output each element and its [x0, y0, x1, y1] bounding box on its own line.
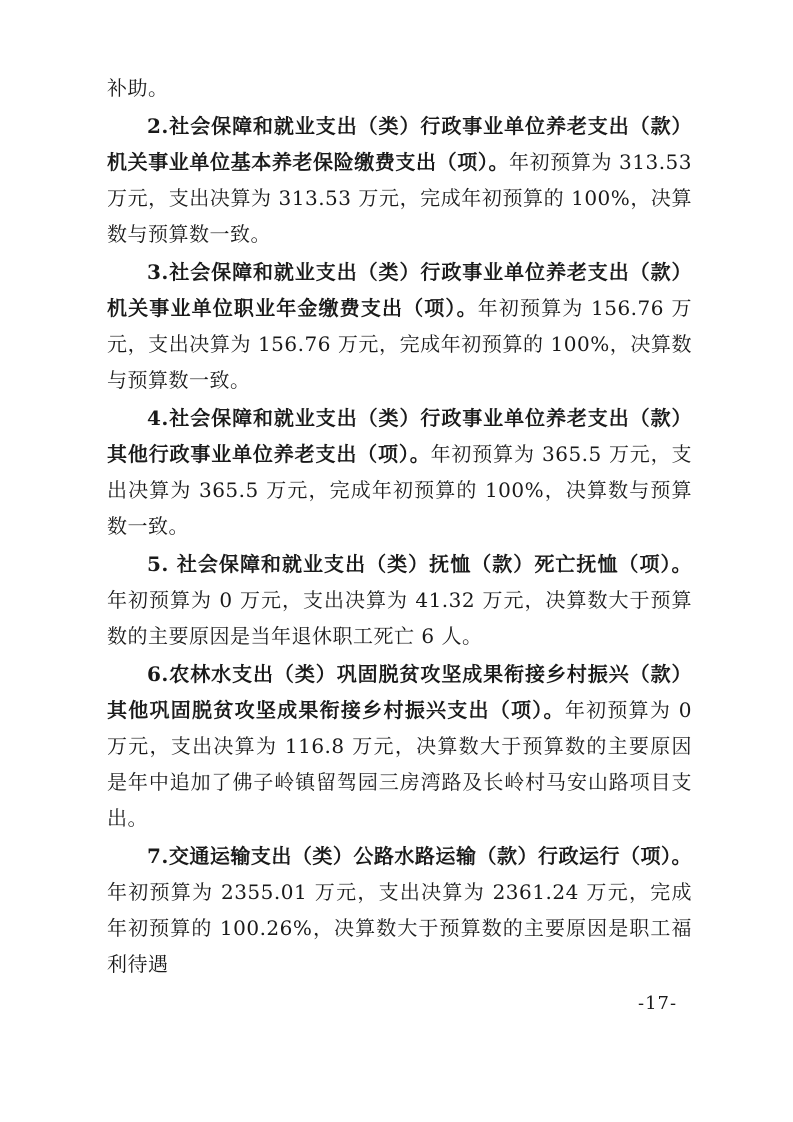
- document-body: [107, 70, 692, 984]
- paragraph-body: 年初预算为 0 万元，支出决算为 41.32 万元，决算数大于预算数的主要原因是当年退休职工死亡 6 人。: [107, 588, 692, 648]
- paragraph-body: 年初预算为 156.76 万元，支出决算为 156.76 万元，完成年初预算的 100%，决算数与预算数一致。: [107, 296, 692, 392]
- paragraph-item-5: [107, 546, 692, 654]
- paragraph-heading: 4.社会保障和就业支出（类）行政事业单位养老支出（款）其他行政事业单位养老支出（项）。: [107, 406, 692, 466]
- paragraph-body: 年初预算为 365.5 万元，支出决算为 365.5 万元，完成年初预算的 100%，决算数与预算数一致。: [107, 442, 693, 538]
- paragraph-item-4: [107, 400, 692, 544]
- page-number: -17-: [638, 993, 678, 1014]
- paragraph-continuation: [107, 70, 692, 106]
- paragraph-heading: 6.农林水支出（类）巩固脱贫攻坚成果衔接乡村振兴（款）其他巩固脱贫攻坚成果衔接乡村振兴支出（项）。: [107, 662, 692, 722]
- paragraph-heading: 7.交通运输支出（类）公路水路运输（款）行政运行（项）。: [147, 844, 692, 868]
- paragraph-item-6: [107, 656, 692, 836]
- paragraph-item-7: [107, 838, 692, 982]
- paragraph-body: 年初预算为 313.53 万元，支出决算为 313.53 万元，完成年初预算的 100%，决算数与预算数一致。: [107, 150, 692, 246]
- paragraph-item-3: [107, 254, 692, 398]
- paragraph-body: 年初预算为 2355.01 万元，支出决算为 2361.24 万元，完成年初预算的 100.26%，决算数大于预算数的主要原因是职工福利待遇: [107, 880, 692, 976]
- paragraph-body: 补助。: [107, 76, 169, 100]
- paragraph-body: 年初预算为 0 万元，支出决算为 116.8 万元，决算数大于预算数的主要原因是年中追加了佛子岭镇留驾园三房湾路及长岭村马安山路项目支出。: [107, 698, 692, 830]
- paragraph-heading: 2.社会保障和就业支出（类）行政事业单位养老支出（款）机关事业单位基本养老保险缴费支出（项）。: [107, 114, 692, 174]
- paragraph-heading: 5. 社会保障和就业支出（类）抚恤（款）死亡抚恤（项）。: [147, 552, 692, 576]
- paragraph-item-2: [107, 108, 692, 252]
- paragraph-heading: 3.社会保障和就业支出（类）行政事业单位养老支出（款）机关事业单位职业年金缴费支出（项）。: [107, 260, 692, 320]
